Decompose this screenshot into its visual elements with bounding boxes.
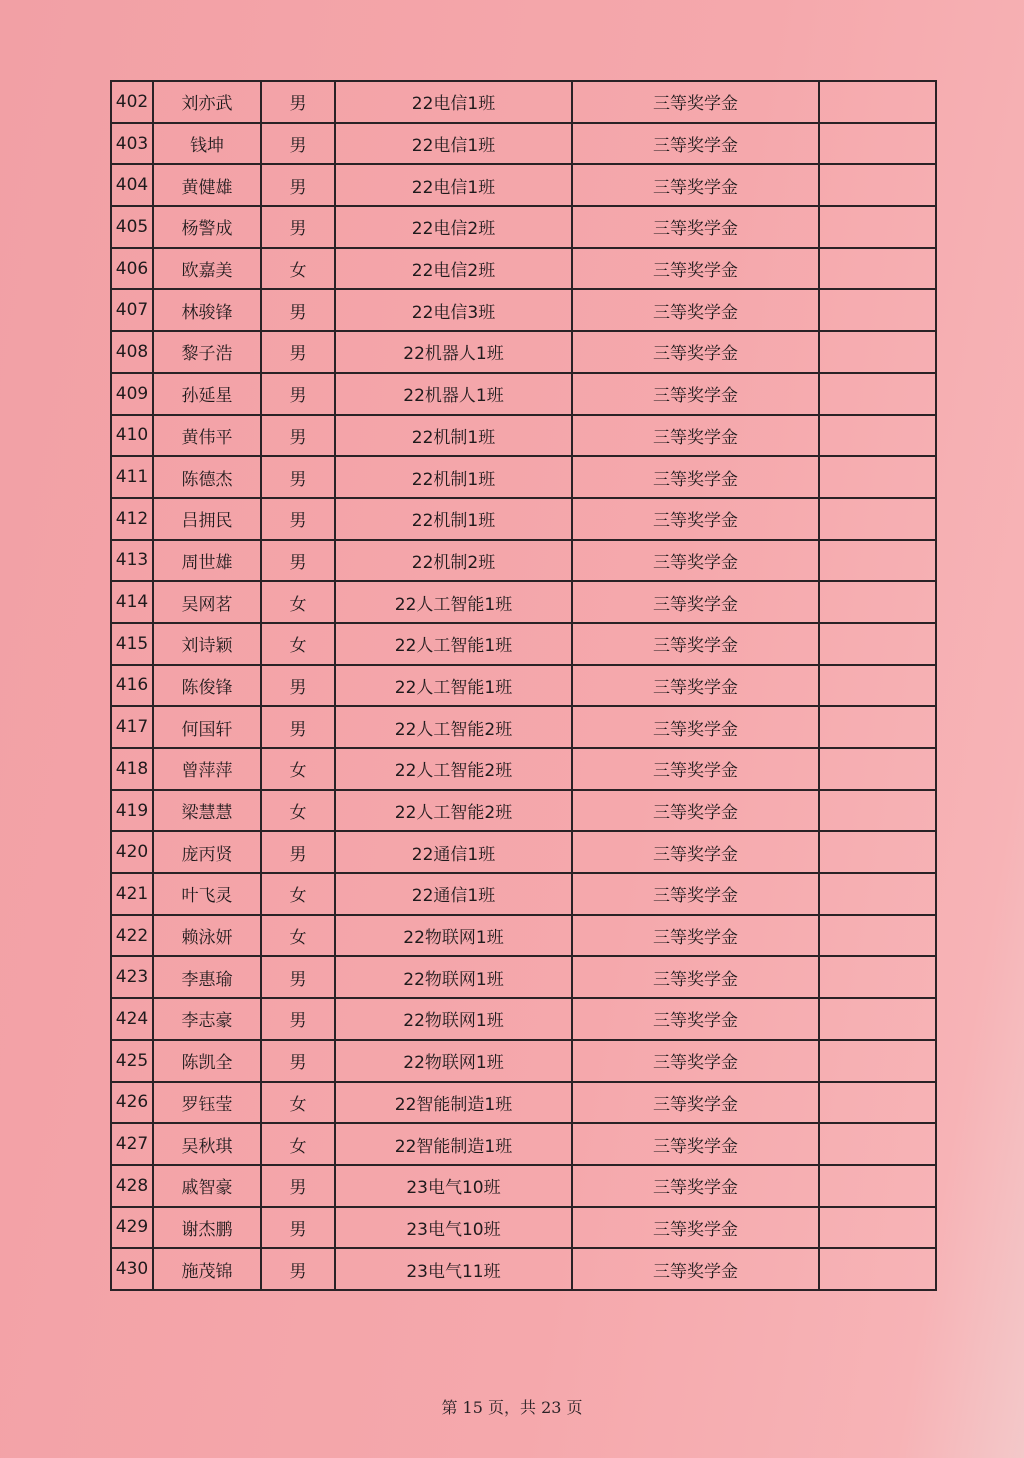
table-body <box>111 81 936 1290</box>
award-cell: 三等奖学金 <box>572 206 819 248</box>
student-name-cell: 叶飞灵 <box>153 873 261 915</box>
note-cell <box>819 998 936 1040</box>
award-cell: 三等奖学金 <box>572 1123 819 1165</box>
row-number-cell: 425 <box>111 1040 153 1082</box>
gender-cell: 男 <box>261 81 335 123</box>
class-cell: 22机制1班 <box>335 498 572 540</box>
class-cell: 22智能制造1班 <box>335 1123 572 1165</box>
gender-cell: 女 <box>261 581 335 623</box>
award-cell: 三等奖学金 <box>572 665 819 707</box>
gender-cell: 女 <box>261 790 335 832</box>
class-cell: 22电信1班 <box>335 123 572 165</box>
row-number-cell: 408 <box>111 331 153 373</box>
note-cell <box>819 123 936 165</box>
student-name-cell: 陈凯全 <box>153 1040 261 1082</box>
row-number-cell: 410 <box>111 415 153 457</box>
row-number-cell: 426 <box>111 1082 153 1124</box>
row-number-cell: 404 <box>111 164 153 206</box>
table-row <box>111 540 936 582</box>
student-name-cell: 黄健雄 <box>153 164 261 206</box>
student-name-cell: 钱坤 <box>153 123 261 165</box>
award-cell: 三等奖学金 <box>572 331 819 373</box>
note-cell <box>819 1082 936 1124</box>
class-cell: 22人工智能1班 <box>335 623 572 665</box>
note-cell <box>819 81 936 123</box>
note-cell <box>819 498 936 540</box>
award-cell: 三等奖学金 <box>572 998 819 1040</box>
note-cell <box>819 1207 936 1249</box>
award-cell: 三等奖学金 <box>572 123 819 165</box>
class-cell: 22电信3班 <box>335 289 572 331</box>
student-name-cell: 欧嘉美 <box>153 248 261 290</box>
table-row <box>111 873 936 915</box>
award-cell: 三等奖学金 <box>572 748 819 790</box>
gender-cell: 男 <box>261 706 335 748</box>
class-cell: 22人工智能2班 <box>335 790 572 832</box>
table-row <box>111 665 936 707</box>
class-cell: 22人工智能2班 <box>335 748 572 790</box>
note-cell <box>819 748 936 790</box>
table-row <box>111 498 936 540</box>
table-row <box>111 415 936 457</box>
award-cell: 三等奖学金 <box>572 873 819 915</box>
table-row <box>111 1040 936 1082</box>
table-row <box>111 1082 936 1124</box>
award-cell: 三等奖学金 <box>572 1248 819 1290</box>
note-cell <box>819 373 936 415</box>
award-cell: 三等奖学金 <box>572 373 819 415</box>
gender-cell: 男 <box>261 540 335 582</box>
table-row <box>111 998 936 1040</box>
student-name-cell: 吕拥民 <box>153 498 261 540</box>
class-cell: 22电信1班 <box>335 81 572 123</box>
table-row <box>111 790 936 832</box>
table-row <box>111 956 936 998</box>
note-cell <box>819 415 936 457</box>
row-number-cell: 423 <box>111 956 153 998</box>
row-number-cell: 412 <box>111 498 153 540</box>
row-number-cell: 416 <box>111 665 153 707</box>
gender-cell: 女 <box>261 1123 335 1165</box>
student-name-cell: 黎子浩 <box>153 331 261 373</box>
gender-cell: 男 <box>261 831 335 873</box>
student-name-cell: 罗钰莹 <box>153 1082 261 1124</box>
award-cell: 三等奖学金 <box>572 81 819 123</box>
gender-cell: 女 <box>261 623 335 665</box>
student-name-cell: 周世雄 <box>153 540 261 582</box>
class-cell: 22物联网1班 <box>335 915 572 957</box>
award-cell: 三等奖学金 <box>572 456 819 498</box>
student-name-cell: 刘亦武 <box>153 81 261 123</box>
class-cell: 22人工智能2班 <box>335 706 572 748</box>
gender-cell: 男 <box>261 665 335 707</box>
note-cell <box>819 1165 936 1207</box>
student-name-cell: 林骏锋 <box>153 289 261 331</box>
student-name-cell: 施茂锦 <box>153 1248 261 1290</box>
gender-cell: 男 <box>261 498 335 540</box>
award-cell: 三等奖学金 <box>572 1207 819 1249</box>
gender-cell: 男 <box>261 164 335 206</box>
student-name-cell: 曾萍萍 <box>153 748 261 790</box>
note-cell <box>819 248 936 290</box>
note-cell <box>819 915 936 957</box>
student-name-cell: 戚智豪 <box>153 1165 261 1207</box>
gender-cell: 男 <box>261 331 335 373</box>
note-cell <box>819 1040 936 1082</box>
row-number-cell: 407 <box>111 289 153 331</box>
table-row <box>111 206 936 248</box>
row-number-cell: 415 <box>111 623 153 665</box>
table-row <box>111 331 936 373</box>
student-name-cell: 陈俊锋 <box>153 665 261 707</box>
student-name-cell: 梁慧慧 <box>153 790 261 832</box>
row-number-cell: 406 <box>111 248 153 290</box>
award-cell: 三等奖学金 <box>572 623 819 665</box>
award-cell: 三等奖学金 <box>572 248 819 290</box>
gender-cell: 女 <box>261 915 335 957</box>
class-cell: 23电气11班 <box>335 1248 572 1290</box>
row-number-cell: 403 <box>111 123 153 165</box>
award-cell: 三等奖学金 <box>572 540 819 582</box>
note-cell <box>819 790 936 832</box>
gender-cell: 男 <box>261 1248 335 1290</box>
gender-cell: 男 <box>261 1040 335 1082</box>
table-row <box>111 706 936 748</box>
award-cell: 三等奖学金 <box>572 915 819 957</box>
scholarship-table <box>110 80 937 1291</box>
table-row <box>111 456 936 498</box>
student-name-cell: 庞丙贤 <box>153 831 261 873</box>
class-cell: 22智能制造1班 <box>335 1082 572 1124</box>
table-row <box>111 623 936 665</box>
class-cell: 22通信1班 <box>335 873 572 915</box>
gender-cell: 男 <box>261 206 335 248</box>
note-cell <box>819 581 936 623</box>
student-name-cell: 孙延星 <box>153 373 261 415</box>
gender-cell: 男 <box>261 1207 335 1249</box>
table-row <box>111 373 936 415</box>
class-cell: 22电信1班 <box>335 164 572 206</box>
table-row <box>111 831 936 873</box>
row-number-cell: 409 <box>111 373 153 415</box>
note-cell <box>819 665 936 707</box>
table-row <box>111 248 936 290</box>
class-cell: 23电气10班 <box>335 1207 572 1249</box>
note-cell <box>819 206 936 248</box>
table-row <box>111 748 936 790</box>
award-cell: 三等奖学金 <box>572 790 819 832</box>
note-cell <box>819 1123 936 1165</box>
table-row <box>111 1248 936 1290</box>
row-number-cell: 417 <box>111 706 153 748</box>
table-row <box>111 1207 936 1249</box>
gender-cell: 男 <box>261 415 335 457</box>
gender-cell: 女 <box>261 248 335 290</box>
award-cell: 三等奖学金 <box>572 1165 819 1207</box>
row-number-cell: 414 <box>111 581 153 623</box>
award-cell: 三等奖学金 <box>572 706 819 748</box>
row-number-cell: 429 <box>111 1207 153 1249</box>
student-name-cell: 陈德杰 <box>153 456 261 498</box>
gender-cell: 女 <box>261 748 335 790</box>
row-number-cell: 430 <box>111 1248 153 1290</box>
gender-cell: 女 <box>261 873 335 915</box>
award-cell: 三等奖学金 <box>572 956 819 998</box>
table-row <box>111 81 936 123</box>
note-cell <box>819 164 936 206</box>
class-cell: 22物联网1班 <box>335 956 572 998</box>
class-cell: 22物联网1班 <box>335 1040 572 1082</box>
award-cell: 三等奖学金 <box>572 1082 819 1124</box>
class-cell: 22电信2班 <box>335 206 572 248</box>
note-cell <box>819 456 936 498</box>
class-cell: 22机器人1班 <box>335 331 572 373</box>
row-number-cell: 402 <box>111 81 153 123</box>
note-cell <box>819 706 936 748</box>
award-cell: 三等奖学金 <box>572 581 819 623</box>
class-cell: 22机制1班 <box>335 415 572 457</box>
gender-cell: 男 <box>261 998 335 1040</box>
note-cell <box>819 956 936 998</box>
row-number-cell: 420 <box>111 831 153 873</box>
note-cell <box>819 831 936 873</box>
class-cell: 22机制2班 <box>335 540 572 582</box>
row-number-cell: 428 <box>111 1165 153 1207</box>
class-cell: 22机器人1班 <box>335 373 572 415</box>
student-name-cell: 李志豪 <box>153 998 261 1040</box>
table-row <box>111 915 936 957</box>
gender-cell: 男 <box>261 456 335 498</box>
award-cell: 三等奖学金 <box>572 1040 819 1082</box>
note-cell <box>819 540 936 582</box>
row-number-cell: 422 <box>111 915 153 957</box>
student-name-cell: 刘诗颖 <box>153 623 261 665</box>
class-cell: 22人工智能1班 <box>335 665 572 707</box>
row-number-cell: 418 <box>111 748 153 790</box>
row-number-cell: 405 <box>111 206 153 248</box>
table-row <box>111 289 936 331</box>
award-cell: 三等奖学金 <box>572 164 819 206</box>
note-cell <box>819 623 936 665</box>
gender-cell: 男 <box>261 1165 335 1207</box>
note-cell <box>819 331 936 373</box>
student-name-cell: 何国轩 <box>153 706 261 748</box>
gender-cell: 男 <box>261 956 335 998</box>
class-cell: 22电信2班 <box>335 248 572 290</box>
student-name-cell: 赖泳妍 <box>153 915 261 957</box>
note-cell <box>819 289 936 331</box>
student-name-cell: 黄伟平 <box>153 415 261 457</box>
class-cell: 22机制1班 <box>335 456 572 498</box>
row-number-cell: 427 <box>111 1123 153 1165</box>
award-cell: 三等奖学金 <box>572 289 819 331</box>
gender-cell: 男 <box>261 123 335 165</box>
student-name-cell: 吴网茗 <box>153 581 261 623</box>
row-number-cell: 419 <box>111 790 153 832</box>
gender-cell: 男 <box>261 289 335 331</box>
page-footer: 第 15 页，共 23 页 <box>441 1398 583 1417</box>
row-number-cell: 411 <box>111 456 153 498</box>
gender-cell: 男 <box>261 373 335 415</box>
class-cell: 22通信1班 <box>335 831 572 873</box>
row-number-cell: 424 <box>111 998 153 1040</box>
student-name-cell: 杨警成 <box>153 206 261 248</box>
note-cell <box>819 1248 936 1290</box>
row-number-cell: 421 <box>111 873 153 915</box>
table-row <box>111 123 936 165</box>
class-cell: 23电气10班 <box>335 1165 572 1207</box>
table-row <box>111 581 936 623</box>
note-cell <box>819 873 936 915</box>
award-cell: 三等奖学金 <box>572 498 819 540</box>
row-number-cell: 413 <box>111 540 153 582</box>
award-cell: 三等奖学金 <box>572 831 819 873</box>
award-cell: 三等奖学金 <box>572 415 819 457</box>
student-name-cell: 谢杰鹏 <box>153 1207 261 1249</box>
class-cell: 22物联网1班 <box>335 998 572 1040</box>
table-row <box>111 164 936 206</box>
student-name-cell: 吴秋琪 <box>153 1123 261 1165</box>
class-cell: 22人工智能1班 <box>335 581 572 623</box>
gender-cell: 女 <box>261 1082 335 1124</box>
student-name-cell: 李惠瑜 <box>153 956 261 998</box>
table-row <box>111 1165 936 1207</box>
table-row <box>111 1123 936 1165</box>
